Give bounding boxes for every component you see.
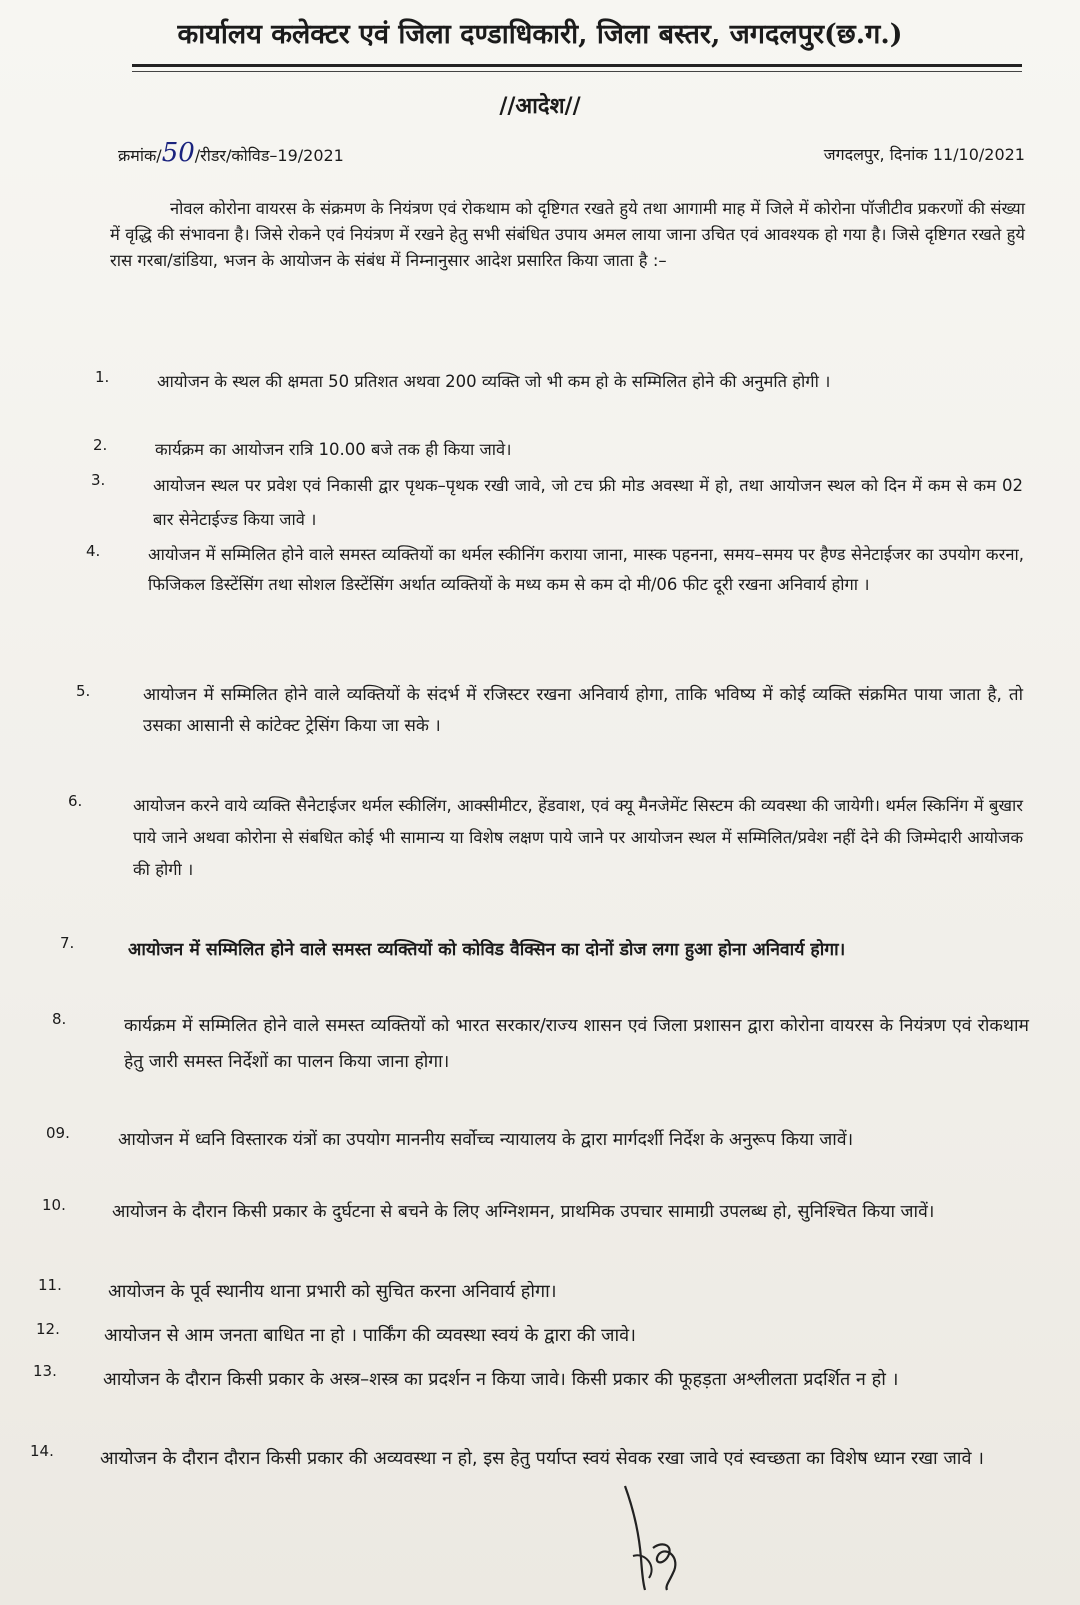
item-text: कार्यक्रम में सम्मिलित होने वाले समस्त व्यक्तियों को भारत सरकार/राज्य शासन एवं जिला प्रशासन द्वारा कोरोना वायरस के नियंत्रण एवं रोकथाम हेतु जारी समस्त निर्देशों का पालन किया जाना होगा। [124,1016,1029,1072]
intro-text: नोवल कोरोना वायरस के संक्रमण के नियंत्रण एवं रोकथाम को दृष्टिगत रखते हुये तथा आगामी माह में जिले में कोरोना पॉजीटीव प्रकरणों की संख्या में वृद्धि की संभावना है। जिसे रोकने एवं नियंत्रण में रखने हेतु सभी संबंधित उपाय अमल लाया जाना उचित एवं आवश्यक हो गया है। जिसे दृष्टिगत रखते हुये रास गरबा/डांडिया, भजन के आयोजन के संबंध में निम्नानुसार आदेश प्रसारित किया जाता है :– [110,199,1025,270]
header-rule-thick [132,64,1022,67]
office-header: कार्यालय कलेक्टर एवं जिला दण्डाधिकारी, जिला बस्तर, जगदलपुर(छ.ग.) [177,19,903,50]
item-text: आयोजन से आम जनता बाधित ना हो । पार्किंग की व्यवस्था स्वयं के द्वारा की जावे। [104,1325,636,1346]
item-number: 09. [46,1124,70,1142]
intro-paragraph [110,196,1025,274]
item-number: 6. [68,792,83,810]
item-number: 12. [36,1320,60,1338]
item-number: 4. [86,542,101,560]
item-text: आयोजन करने वाये व्यक्ति सैनेटाईजर थर्मल स्कीलिंग, आक्सीमीटर, हेंडवाश, एवं क्यू मैनजेमेंट सिस्टम की व्यवस्था की जायेगी। थर्मल स्किनिंग में बुखार पाये जाने अथवा कोरोना से संबधित कोई भी सामान्य या विशेष लक्षण पाये जाने पर आयोजन स्थल में सम्मिलित/प्रवेश नहीं देने की जिम्मेदारी आयोजक की होगी । [133,796,1023,879]
item-number: 14. [30,1442,54,1460]
item-text: आयोजन में ध्वनि विस्तारक यंत्रों का उपयोग माननीय सर्वोच्च न्यायालय के द्वारा मार्गदर्शी निर्देश के अनुरूप किया जावें। [118,1130,854,1150]
item-number: 10. [42,1196,66,1214]
item-number: 2. [93,436,108,454]
item-number: 3. [91,471,106,489]
item-text: आयोजन में सम्मिलित होने वाले समस्त व्यक्तियों का थर्मल स्कीनिंग कराया जाना, मास्क पहनना, समय–समय पर हैण्ड सेनेटाईजर का उपयोग करना, फिजिकल डिस्टेंसिंग तथा सोशल डिस्टेंसिंग अर्थात व्यक्तियों के मध्य कम से कम दो मी/06 फीट दूरी रखना अनिवार्य होगा । [148,545,1024,594]
item-text: आयोजन में सम्मिलित होने वाले व्यक्तियों के संदर्भ में रजिस्टर रखना अनिवार्य होगा, ताकि भविष्य में कोई व्यक्ति संक्रमित पाया जाता है, तो उसका आसानी से कांटेक्ट ट्रेसिंग किया जा सके । [143,685,1023,736]
item-text: आयोजन स्थल पर प्रवेश एवं निकासी द्वार पृथक–पृथक रखी जावे, जो टच फ्री मोड अवस्था में हो, तथा आयोजन स्थल को दिन में कम से कम 02 बार सेनेटाईज्ड किया जावे । [153,476,1023,529]
item-number: 13. [33,1362,57,1380]
item-text: आयोजन के दौरान किसी प्रकार के अस्त्र–शस्त्र का प्रदर्शन न किया जावे। किसी प्रकार की फूहड़ता अश्लीलता प्रदर्शित न हो । [103,1369,899,1390]
item-text: आयोजन के स्थल की क्षमता 50 प्रतिशत अथवा 200 व्यक्ति जो भी कम हो के सम्मिलित होने की अनुमति होगी । [157,372,831,391]
item-number: 5. [76,682,91,700]
signature-mark [605,1478,705,1593]
handwritten-number: 50 [161,138,195,168]
item-number: 1. [95,368,110,386]
item-text: आयोजन के दौरान दौरान किसी प्रकार की अव्यवस्था न हो, इस हेतु पर्याप्त स्वयं सेवक रखा जावे एवं स्वच्छता का विशेष ध्यान रखा जावे । [100,1448,985,1469]
order-title: //आदेश// [499,93,581,119]
item-text: कार्यक्रम का आयोजन रात्रि 10.00 बजे तक ही किया जावे। [155,440,512,459]
item-text: आयोजन के पूर्व स्थानीय थाना प्रभारी को सुचित करना अनिवार्य होगा। [108,1281,557,1302]
item-number: 8. [52,1010,67,1028]
reference-suffix: /रीडर/कोविड–19/2021 [194,146,344,165]
item-text: आयोजन के दौरान किसी प्रकार के दुर्घटना से बचने के लिए अग्निशमन, प्राथमिक उपचार सामाग्री उपलब्ध हो, सुनिश्चित किया जावें। [112,1202,935,1222]
reference-number [118,138,344,168]
header-rule-thin [132,71,1022,72]
item-text: आयोजन में सम्मिलित होने वाले समस्त व्यक्तियों को कोविड वैक्सिन का दोनों डोज लगा हुआ होना अनिवार्य होगा। [128,940,846,960]
reference-label: क्रमांक/ [118,146,162,165]
item-number: 7. [60,934,75,952]
date-line: जगदलपुर, दिनांक 11/10/2021 [823,145,1025,164]
item-number: 11. [38,1276,62,1294]
